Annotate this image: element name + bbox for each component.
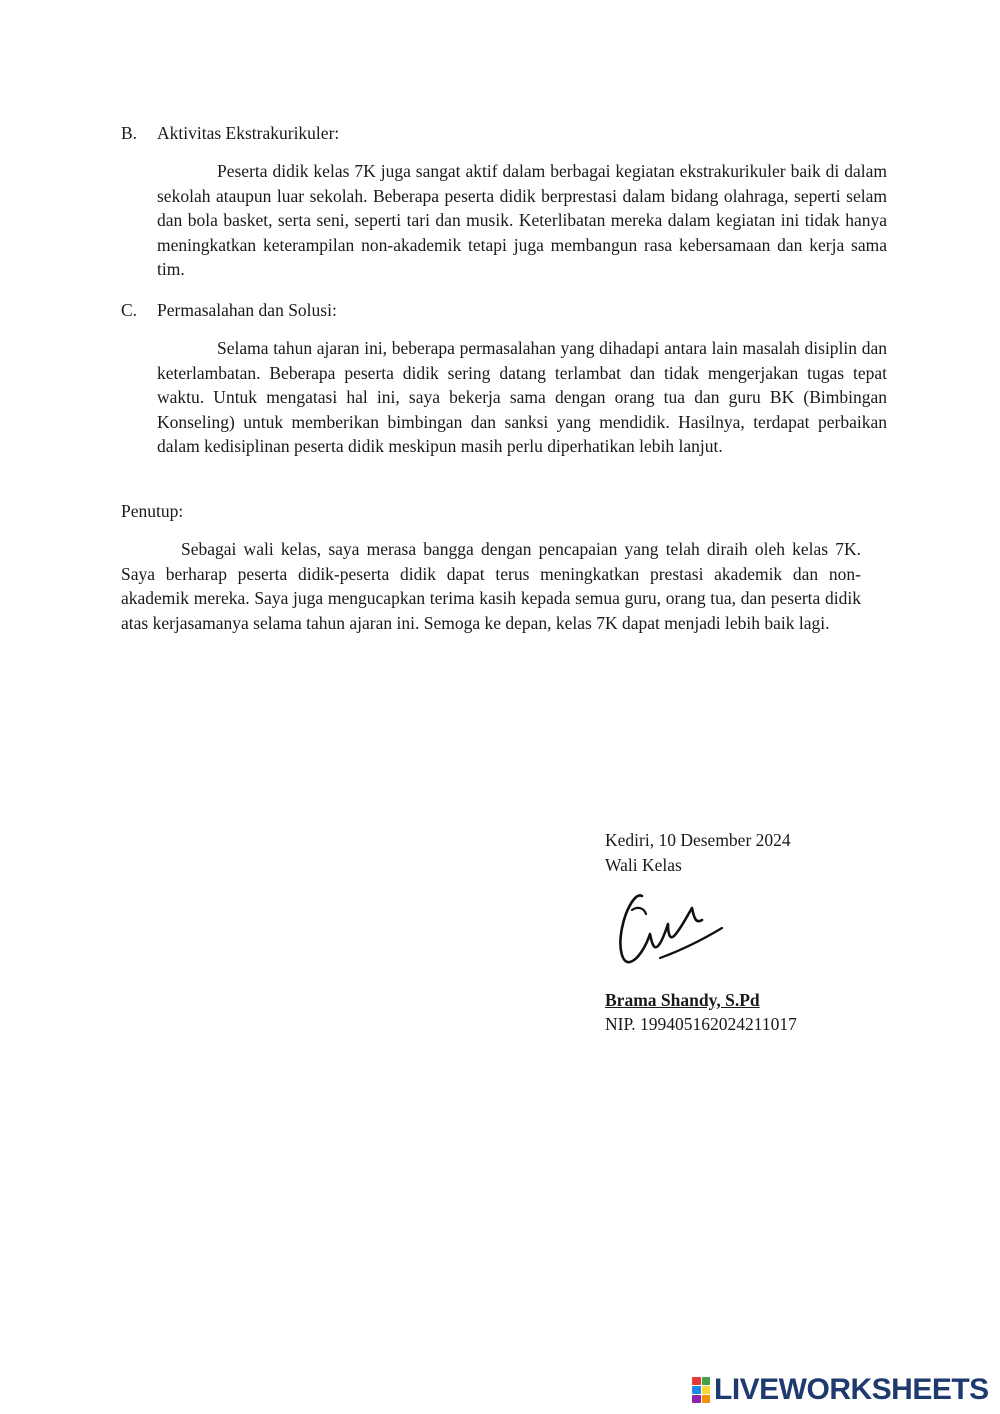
signer-nip: NIP. 199405162024211017 (605, 1014, 797, 1034)
signer-name: Brama Shandy, S.Pd (605, 990, 760, 1010)
watermark-text: LIVEWORKSHEETS (714, 1373, 989, 1406)
section-b-heading (121, 121, 339, 146)
section-c-paragraph: Selama tahun ajaran ini, beberapa permasalahan yang dihadapi antara lain masalah disiplin dan keterlambatan. Beberapa peserta didik sering datang terlambat dan tidak mengerjakan tugas tepat waktu. Untuk mengatasi hal ini, saya bekerja sama dengan orang tua dan guru BK (Bimbingan Konseling) untuk memberikan bimbingan dan sanksi yang mendidik. Hasilnya, terdapat perbaikan dalam kedisiplinan peserta didik meskipun masih perlu diperhatikan lebih lanjut. (157, 338, 887, 456)
logo-block-icon (702, 1377, 711, 1385)
place-date: Kediri, 10 Desember 2024 (605, 830, 791, 850)
section-b-number: B. (121, 123, 138, 143)
closing-paragraph: Sebagai wali kelas, saya merasa bangga dengan pencapaian yang telah diraih oleh kelas 7K. Saya berharap peserta didik-peserta didik dapat terus meningkatkan prestasi akademik dan non- akademik mereka. Saya juga mengucapkan terima kasih kepada semua guru, orang tua, dan peserta didik atas kerjasamanya selama tahun ajaran ini. Semoga ke depan, kelas 7K dapat menjadi lebih baik lagi. (121, 539, 861, 633)
signature-block (605, 828, 925, 877)
section-b-paragraph: Peserta didik kelas 7K juga sangat aktif dalam berbagai kegiatan ekstrakurikuler baik di dalam sekolah ataupun luar sekolah. Beberapa peserta didik berprestasi dalam bidang olahraga, seperti selam dan bola basket, serta seni, seperti tari dan musik. Keterlibatan mereka dalam kegiatan ini tidak hanya meningkatkan keterampilan non-akademik tetapi juga membangun rasa kebersamaan dan kerja sama tim. (157, 161, 887, 279)
handwritten-signature (612, 888, 732, 970)
logo-block-icon (702, 1395, 711, 1403)
logo-block-icon (692, 1386, 701, 1394)
liveworksheets-logo-icon (692, 1377, 710, 1403)
liveworksheets-watermark (692, 1374, 989, 1406)
logo-block-icon (692, 1395, 701, 1403)
logo-block-icon (702, 1386, 711, 1394)
section-c-title: Permasalahan dan Solusi: (157, 300, 337, 320)
signer-role: Wali Kelas (605, 854, 682, 875)
section-b-title: Aktivitas Ekstrakurikuler: (157, 123, 340, 143)
section-c-heading (121, 298, 337, 323)
logo-block-icon (692, 1377, 701, 1385)
closing-heading: Penutup: (121, 501, 184, 521)
section-c-number: C. (121, 300, 138, 320)
